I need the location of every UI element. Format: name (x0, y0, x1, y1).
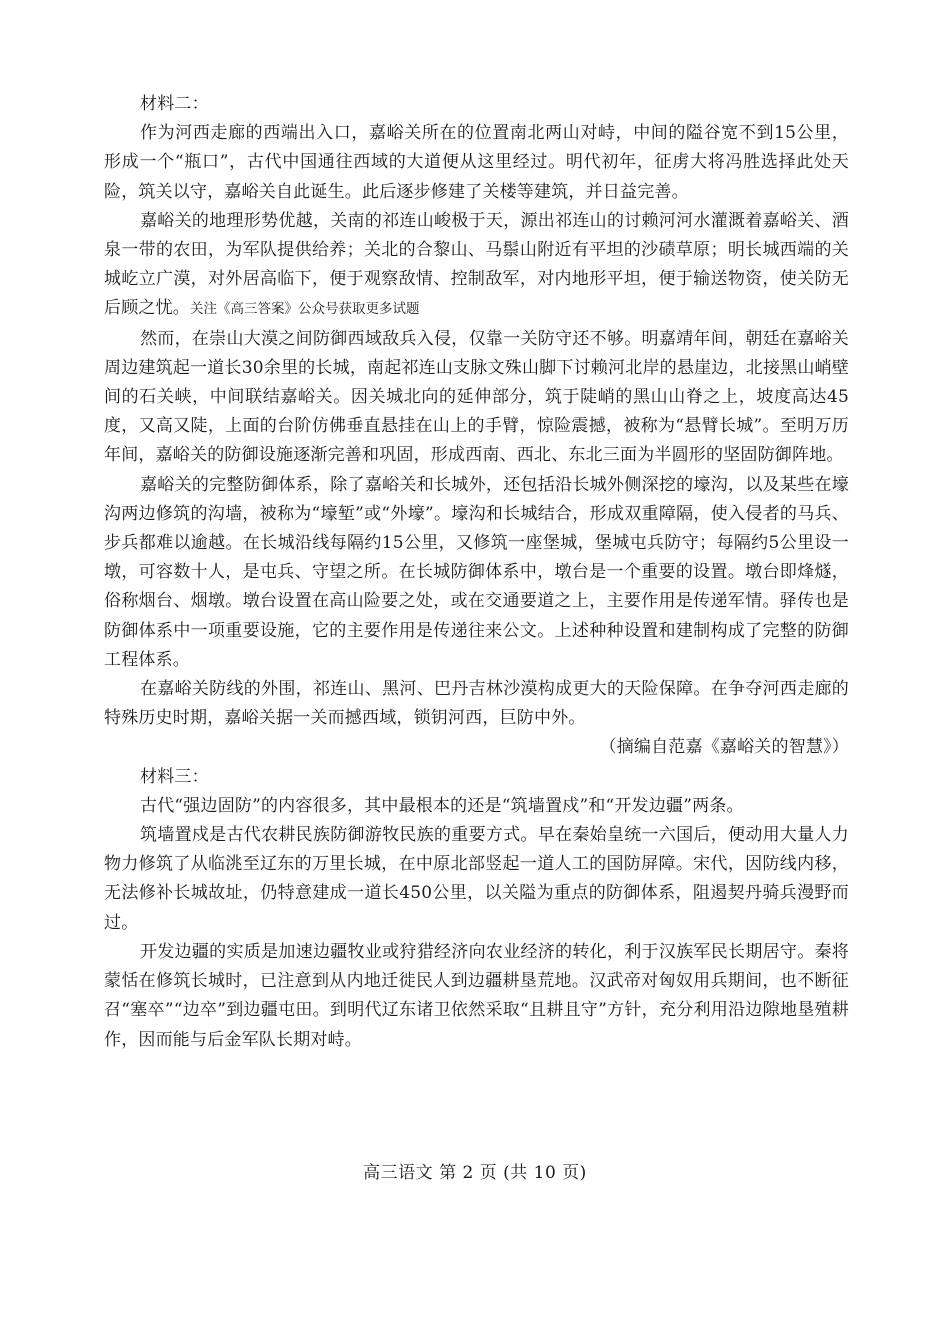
material-2-label: 材料二： (140, 94, 209, 114)
material-2-paragraph-2 (104, 207, 849, 325)
material-2-paragraph-3: 然而，在崇山大漠之间防御西域敌兵入侵，仅靠一关防守还不够。明嘉靖年间，朝廷在嘉峪关周边建筑起一道长30余里的长城，南起祁连山支脉文殊山脚下讨赖河北岸的悬崖边，北接黑山峭壁间的石关峡，中间联结嘉峪关。因关城北向的延伸部分，筑于陡峭的黑山山脊之上，坡度高达45度，又高又陡，上面的台阶仿佛垂直悬挂在山上的手臂，惊险震撼，被称为“悬臂长城”。至明万历年间，嘉峪关的防御设施逐渐完善和巩固，形成西南、西北、东北三面为半圆形的坚固防御阵地。 (104, 328, 849, 466)
promo-note: 关注《高三答案》公众号获取更多试题 (190, 301, 420, 318)
page-footer: 高三语文 第 2 页 (共 10 页) (363, 1163, 587, 1183)
material-2-paragraph-4: 嘉峪关的完整防御体系，除了嘉峪关和长城外，还包括沿长城外侧深挖的壕沟，以及某些在壕沟两边修筑的沟墙，被称为“壕堑”或“外壕”。壕沟和长城结合，形成双重障隔，使入侵者的马兵、步兵都难以逾越。在长城沿线每隔约15公里，又修筑一座堡城，堡城屯兵防守；每隔约5公里设一墩，可容数十人，是屯兵、守望之所。在长城防御体系中，墩台是一个重要的设置。墩台即烽燧，俗称烟台、烟墩。墩台设置在高山险要之处，或在交通要道之上，主要作用是传递军情。驿传也是防御体系中一项重要设施，它的主要作用是传递往来公文。上述种种设置和建制构成了完整的防御工程体系。 (104, 474, 849, 670)
material-3-label: 材料三： (140, 766, 209, 787)
material-3-paragraph-3: 开发边疆的实质是加速边疆牧业或狩猎经济向农业经济的转化，利于汉族军民长期居守。秦将蒙恬在修筑长城时，已注意到从内地迁徙民人到边疆耕垦荒地。汉武帝对匈奴用兵期间，也不断征召“塞卒”“边卒”到边疆屯田。到明代辽东诸卫依然采取“且耕且守”方针，充分利用沿边隙地垦殖耕作，因而能与后金军队长期对峙。 (104, 941, 849, 1050)
page-content (104, 90, 849, 1055)
material-2-paragraph-1: 作为河西走廊的西端出入口，嘉峪关所在的位置南北两山对峙，中间的隘谷宽不到15公里，形成一个“瓶口”，古代中国通往西域的大道便从这里经过。明代初年，征虏大将冯胜选择此处天险，筑关以守，嘉峪关自此诞生。此后逐步修建了关楼等建筑，并日益完善。 (104, 123, 849, 202)
material-2-source: （摘编自范嘉《嘉峪关的智慧》） (599, 737, 849, 758)
material-2-paragraph-2-text: 嘉峪关的地理形势优越，关南的祁连山峻极于天，源出祁连山的讨赖河河水灌溉着嘉峪关、酒泉一带的农田，为军队提供给养；关北的合黎山、马鬃山附近有平坦的沙碛草原；明长城西端的关城屹立广漠，对外居高临下，便于观察敌情、控制敌军，对内地形平坦，便于输送物资，使关防无后顾之忧。 (104, 210, 849, 319)
material-3-paragraph-2: 筑墙置戍是古代农耕民族防御游牧民族的重要方式。早在秦始皇统一六国后，便动用大量人力物力修筑了从临洮至辽东的万里长城，在中原北部竖起一道人工的国防屏障。宋代，因防线内移，无法修补长城故址，仍特意建成一道长450公里，以关隘为重点的防御体系，阻遏契丹骑兵漫野而过。 (104, 825, 849, 933)
material-2-paragraph-5: 在嘉峪关防线的外围，祁连山、黑河、巴丹吉林沙漠构成更大的天险保障。在争夺河西走廊的特殊历史时期，嘉峪关据一关而撼西域，锁钥河西，巨防中外。 (104, 679, 849, 729)
material-3-paragraph-1: 古代“强边固防”的内容很多，其中最根本的还是“筑墙置戍”和“开发边疆”两条。 (140, 795, 744, 816)
